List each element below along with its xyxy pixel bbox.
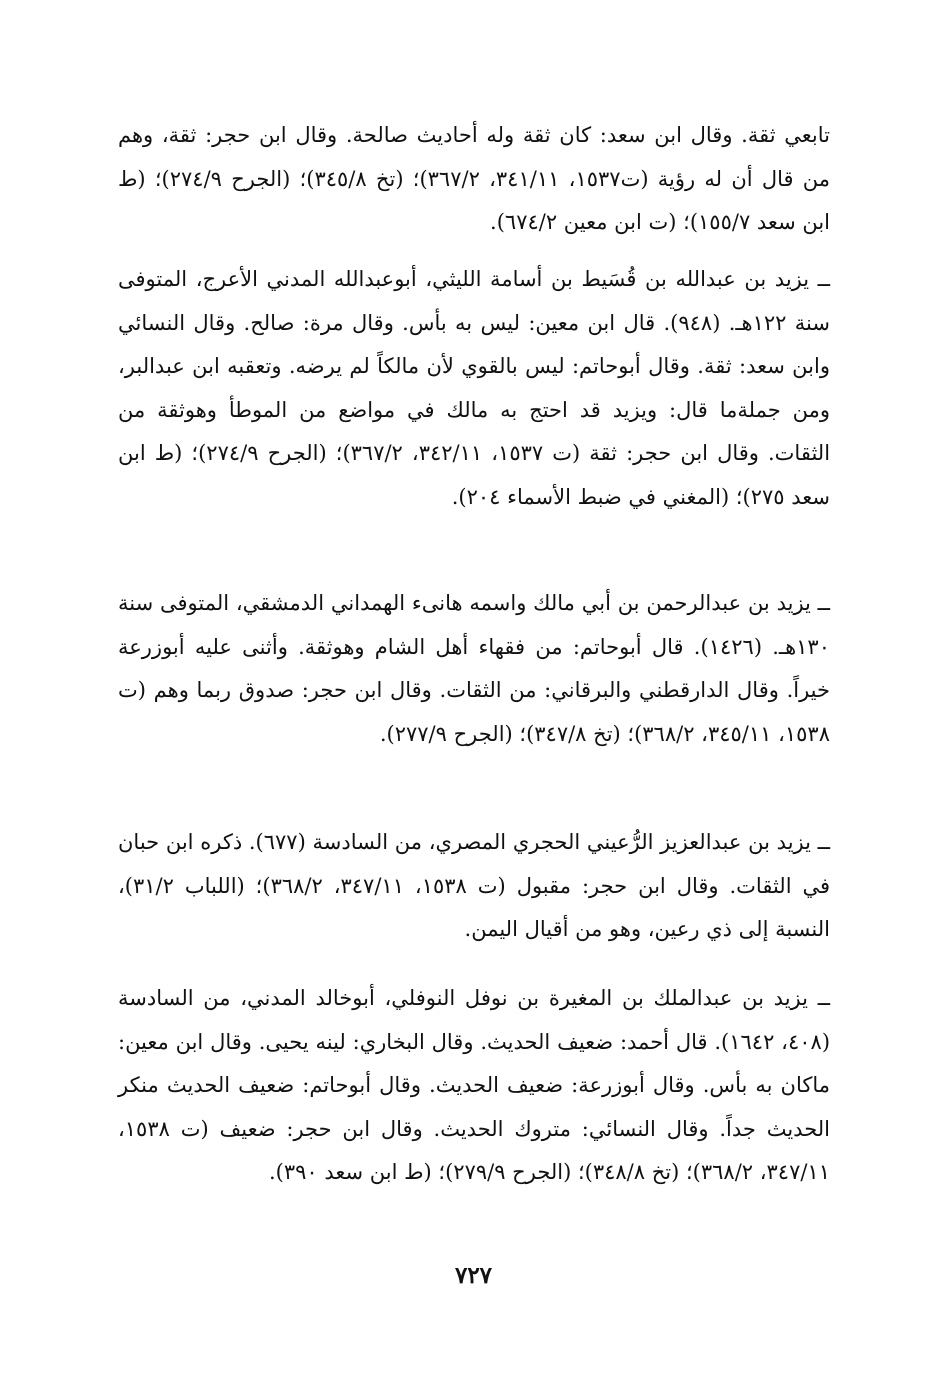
entry-text: ــ يزيد بن عبدالعزيز الرُّعيني الحجري المصري، من السادسة (٦٧٧). ذكره ابن حبان في الثقات. وقال ابن حجر: مقبول (ت ١٥٣٨، ٣٤٧/١١، ٣٦٨/٢)؛ (اللباب ٣١/٢)، النسبة إلى ذي رعين، وهو من أقيال اليمن.: [118, 830, 831, 941]
narrator-entry-4: [118, 821, 830, 952]
narrator-entry-5: [118, 977, 830, 1195]
entry-text: ــ يزيد بن عبدالرحمن بن أبي مالك واسمه هانىء الهمداني الدمشقي، المتوفى سنة ١٣٠هـ. (١٤٢٦). قال أبوحاتم: من فقهاء أهل الشام وهوثقة. وأثنى عليه أبوزرعة خيراً. وقال الدارقطني والبرقاني: من الثقات. وقال ابن حجر: صدوق ربما وهم (ت ١٥٣٨، ٣٤٥/١١، ٣٦٨/٢)؛ (تخ ٣٤٧/٨)؛ (الجرح ٢٧٧/٩).: [118, 591, 830, 746]
narrator-entry-3: [118, 582, 830, 756]
page-number: ٧٢٧: [454, 1262, 493, 1289]
entry-text: ــ يزيد بن عبدالملك بن المغيرة بن نوفل النوفلي، أبوخالد المدني، من السادسة (٤٠٨، ١٦٤٢). قال أحمد: ضعيف الحديث. وقال البخاري: لينه يحيى. وقال ابن معين: ماكان به بأس. وقال أبوزرعة: ضعيف الحديث. وقال أبوحاتم: ضعيف الحديث منكر الحديث جداً. وقال النسائي: متروك الحديث. وقال ابن حجر: ضعيف (ت ١٥٣٨، ٣٤٧/١١، ٣٦٨/٢)؛ (تخ ٣٤٨/٨)؛ (الجرح ٢٧٩/٩)؛ (ط ابن سعد ٣٩٠).: [118, 986, 831, 1184]
narrator-entry-1: [118, 114, 830, 245]
entry-text: ــ يزيد بن عبدالله بن قُسَيط بن أسامة الليثي، أبوعبدالله المدني الأعرج، المتوفى سنة ١٢٢هـ. (٩٤٨). قال ابن معين: ليس به بأس. وقال مرة: صالح. وقال النسائي وابن سعد: ثقة. وقال أبوحاتم: ليس بالقوي لأن مالكاً لم يرضه. وتعقبه ابن عبدالبر، ومن جملةما قال: ويزيد قد احتج به مالك في مواضع من الموطأ وهوثقة من الثقات. وقال ابن حجر: ثقة (ت ١٥٣٧، ٣٤٢/١١، ٣٦٧/٢)؛ (الجرح ٢٧٤/٩)؛ (ط ابن سعد ٢٧٥)؛ (المغني في ضبط الأسماء ٢٠٤).: [118, 267, 831, 509]
narrator-entry-2: [118, 258, 830, 519]
entry-text: تابعي ثقة. وقال ابن سعد: كان ثقة وله أحاديث صالحة. وقال ابن حجر: ثقة، وهم من قال أن له رؤية (ت١٥٣٧، ٣٤١/١١، ٣٦٧/٢)؛ (تخ ٣٤٥/٨)؛ (الجرح ٢٧٤/٩)؛ (ط ابن سعد ١٥٥/٧)؛ (ت ابن معين ٦٧٤/٢).: [118, 123, 831, 234]
